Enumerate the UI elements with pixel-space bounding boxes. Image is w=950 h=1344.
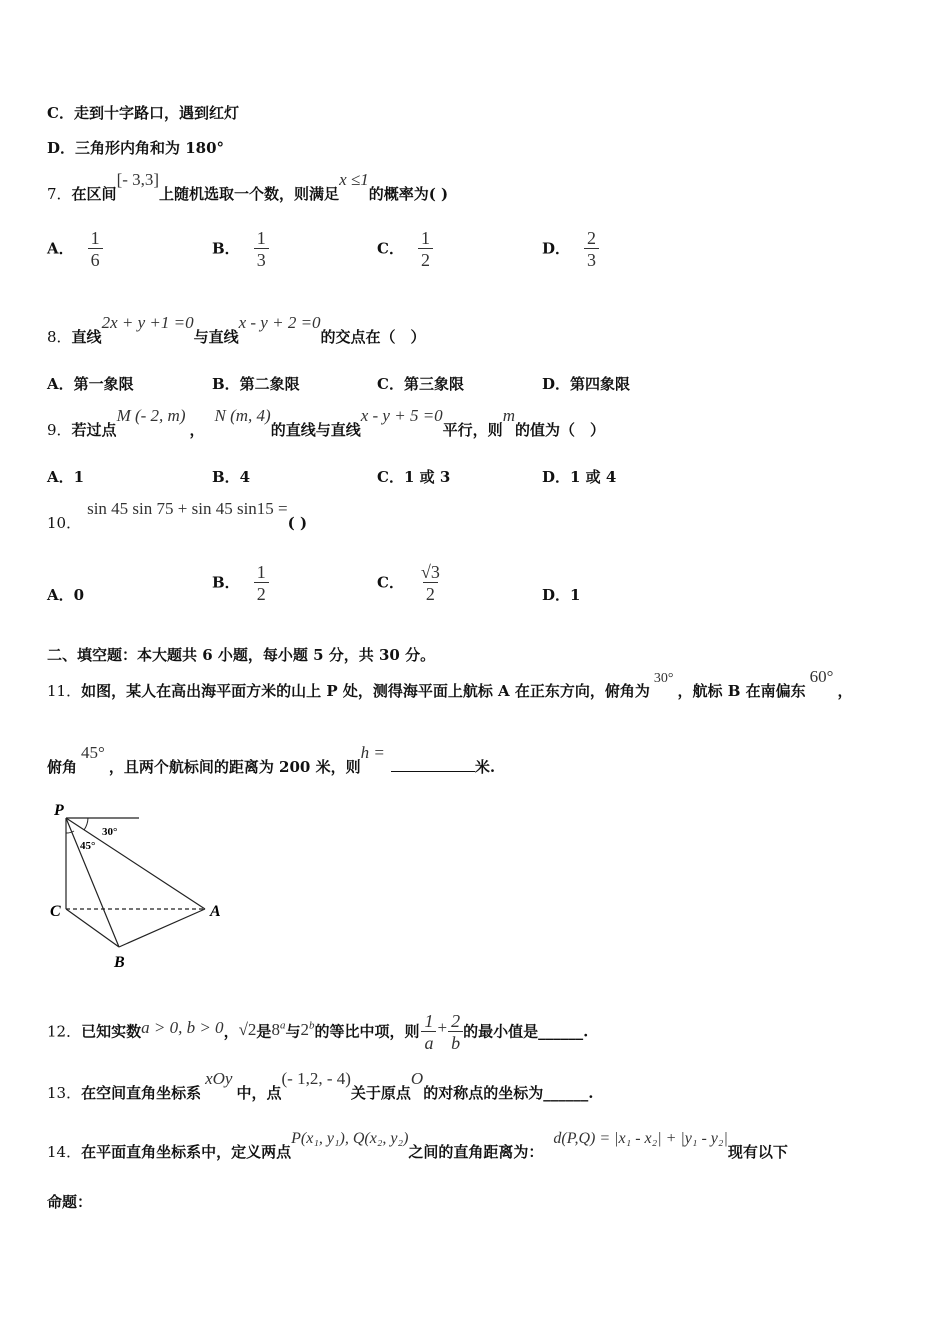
q9-option-a: A．1 — [47, 468, 85, 486]
q12-power2-base: 2 — [300, 1019, 309, 1039]
fraction-denominator: b — [448, 1031, 463, 1054]
label-30: 30° — [102, 826, 118, 838]
q8-line2: x - y + 2 =0 — [238, 313, 321, 332]
q7-option-c-label: C． — [377, 239, 404, 258]
q12-power2-exp: b — [308, 1018, 315, 1031]
q10-option-c-fraction — [418, 562, 443, 605]
q7-text1: 在区间 — [71, 185, 117, 203]
q12-text2: ， — [223, 1022, 239, 1041]
q12-fraction-1 — [421, 1011, 436, 1054]
fraction-denominator: 2 — [423, 582, 438, 605]
q10-text1: ( ) — [287, 514, 308, 532]
q13-origin: O — [410, 1069, 424, 1088]
q7-condition: x ≤1 — [339, 170, 369, 189]
q8-option-b: B．第二象限 — [212, 375, 300, 393]
q7-option-a-fraction — [88, 228, 103, 271]
q6-option-c: C．走到十字路口，遇到红灯 — [47, 104, 239, 122]
q7-option-a-label: A． — [47, 239, 74, 258]
q8-text2: 与直线 — [193, 328, 239, 346]
q10-option-d: D．1 — [542, 586, 581, 604]
q8-option-c: C．第三象限 — [377, 375, 464, 393]
fraction-numerator: 2 — [451, 1011, 461, 1031]
question-10 — [47, 499, 308, 533]
label-b: B — [114, 954, 125, 971]
fraction-numerator: 1 — [256, 562, 266, 582]
label-p: P — [54, 802, 64, 819]
q11-text3: ， — [837, 682, 853, 700]
q11-answer-blank[interactable] — [391, 771, 475, 772]
q9-option-c: C．1 或 3 — [377, 468, 451, 486]
q7-option-d — [542, 228, 599, 271]
q12-sqrt2: √2 — [238, 1019, 257, 1039]
q14-text3: 现有以下 — [727, 1143, 788, 1161]
q12-power1-base: 8 — [271, 1019, 280, 1039]
question-9 — [47, 406, 605, 440]
q9-separator: ， — [189, 421, 205, 439]
q12-number: 12． — [47, 1022, 82, 1041]
q12-plus: + — [437, 1017, 448, 1037]
q11-angle-60: 60° — [809, 667, 834, 686]
label-45: 45° — [80, 840, 96, 852]
question-11-line2 — [47, 743, 496, 777]
q11-h: h = — [360, 743, 385, 762]
q8-option-a: A．第一象限 — [47, 375, 134, 393]
q13-text1: 在空间直角坐标系 — [81, 1084, 202, 1102]
q10-option-a: A．0 — [47, 586, 85, 604]
q9-text3: 平行，则 — [442, 421, 503, 439]
fraction-numerator: 2 — [587, 228, 597, 248]
fraction-denominator: 6 — [88, 248, 103, 271]
q10-option-c-label: C． — [377, 573, 404, 592]
question-7 — [47, 170, 449, 204]
q8-line1: 2x + y +1 =0 — [101, 313, 194, 332]
fraction-numerator: 1 — [424, 1011, 434, 1031]
q11-angle-30: 30° — [653, 671, 674, 686]
label-c: C — [50, 903, 61, 920]
q7-option-a — [47, 228, 103, 271]
q9-variable: m — [502, 406, 515, 425]
q7-option-b-label: B． — [212, 239, 240, 258]
edge-pa — [66, 818, 205, 909]
q7-option-b-fraction — [254, 228, 269, 271]
q7-option-d-fraction — [584, 228, 599, 271]
q8-text1: 直线 — [71, 328, 102, 346]
q8-text3: 的交点在（ ） — [320, 328, 426, 346]
q7-option-d-label: D． — [542, 239, 571, 258]
q14-text1: 在平面直角坐标系中，定义两点 — [81, 1143, 292, 1161]
q8-option-d: D．第四象限 — [542, 375, 631, 393]
q14-text2: 之间的直角距离为： — [408, 1143, 544, 1161]
q13-system: xOy — [205, 1069, 233, 1088]
q7-option-b — [212, 228, 269, 271]
q12-condition: a > 0, b > 0 — [141, 1017, 224, 1037]
fraction-numerator: 1 — [420, 228, 430, 248]
q12-text5: 的等比中项，则 — [314, 1022, 420, 1041]
q13-text3: 关于原点 — [350, 1084, 411, 1102]
q11-text4: 俯角 — [47, 758, 78, 776]
q7-number: 7． — [47, 185, 72, 203]
q11-text2: ，航标 B 在南偏东 — [677, 682, 806, 700]
q10-option-b-label: B． — [212, 573, 240, 592]
q11-text5: ，且两个航标间的距离为 200 米，则 — [108, 758, 361, 776]
q9-text2: 的直线与直线 — [270, 421, 361, 439]
question-14-line1 — [47, 1130, 788, 1162]
fraction-denominator: 2 — [418, 248, 433, 271]
q9-point-n: N (m, 4) — [214, 406, 271, 425]
label-a: A — [210, 903, 221, 920]
question-14-line2: 命题： — [47, 1193, 93, 1211]
q13-text4: 的对称点的坐标为______. — [423, 1084, 594, 1102]
fraction-denominator: 3 — [584, 248, 599, 271]
q12-fraction-2 — [448, 1011, 463, 1054]
q13-point: (- 1,2, - 4) — [281, 1069, 351, 1088]
q7-option-c-fraction — [418, 228, 433, 271]
q9-text4: 的值为（ ） — [514, 421, 605, 439]
q12-text1: 已知实数 — [81, 1022, 142, 1041]
q14-formula: d(P,Q) = |x₁ - x₂| + |y₁ - y₂| — [553, 1130, 728, 1147]
q10-option-b — [212, 562, 269, 605]
q9-number: 9． — [47, 421, 72, 439]
q11-angle-45: 45° — [81, 743, 105, 762]
q12-power1-exp: a — [279, 1018, 286, 1031]
question-13 — [47, 1069, 594, 1103]
q7-interval: [- 3,3] — [116, 170, 160, 189]
q12-text4: 与 — [285, 1022, 301, 1041]
q10-option-b-fraction — [254, 562, 269, 605]
q9-option-b: B．4 — [212, 468, 251, 486]
fraction-denominator: 3 — [254, 248, 269, 271]
arc-30 — [84, 818, 88, 830]
fraction-numerator: √3 — [420, 562, 440, 582]
q10-expression: sin 45 sin 75 + sin 45 sin15 = — [87, 499, 288, 518]
q14-number: 14． — [47, 1143, 82, 1161]
q9-option-d: D．1 或 4 — [542, 468, 617, 486]
q12-text6: 的最小值是______. — [463, 1022, 589, 1041]
q11-figure — [44, 796, 244, 976]
q11-text1: 如图，某人在高出海平面方米的山上 P 处，测得海平面上航标 A 在正东方向，俯角为 — [81, 682, 650, 700]
fraction-numerator: 1 — [256, 228, 266, 248]
question-12 — [47, 1011, 588, 1054]
q14-points: P(x₁, y₁), Q(x₂, y₂) — [291, 1130, 409, 1147]
q9-line: x - y + 5 =0 — [360, 406, 443, 425]
section-heading: 二、填空题：本大题共 6 小题，每小题 5 分，共 30 分。 — [47, 646, 436, 664]
q10-option-c — [377, 562, 443, 605]
q7-text2: 上随机选取一个数，则满足 — [159, 185, 340, 203]
q9-text1: 若过点 — [71, 421, 117, 439]
arc-45 — [66, 831, 74, 833]
fraction-denominator: 2 — [254, 582, 269, 605]
fraction-denominator: a — [421, 1031, 436, 1054]
q10-number: 10． — [47, 514, 82, 532]
q9-point-m: M (- 2, m) — [116, 406, 186, 425]
q11-text6: 米. — [474, 758, 496, 776]
q7-text3: 的概率为( ) — [368, 185, 449, 203]
question-11-line1 — [47, 667, 853, 701]
q13-number: 13． — [47, 1084, 82, 1102]
q13-text2: 中，点 — [236, 1084, 282, 1102]
edge-ba — [119, 909, 205, 947]
q7-option-c — [377, 228, 433, 271]
question-8 — [47, 313, 426, 347]
fraction-numerator: 1 — [90, 228, 100, 248]
q8-number: 8． — [47, 328, 72, 346]
q12-text3: 是 — [256, 1022, 272, 1041]
q11-number: 11． — [47, 682, 82, 700]
q6-option-d: D．三角形内角和为 180° — [47, 139, 225, 157]
